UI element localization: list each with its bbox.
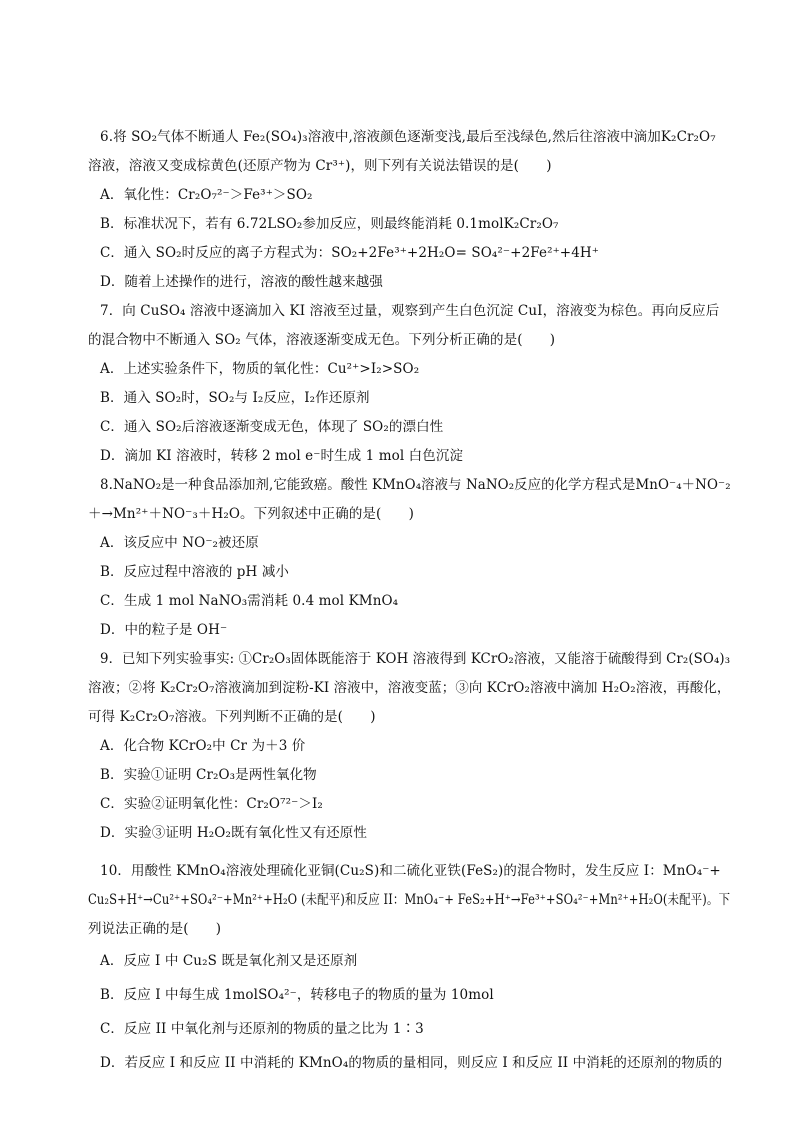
option-d: D．若反应 I 和反应 II 中消耗的 KMnO₄的物质的量相同，则反应 I 和反应 II 中消耗的还原剂的物质的 — [100, 1055, 723, 1071]
question-stem-line: 列说法正确的是( ) — [88, 921, 222, 937]
option-c: C．反应 II 中氧化剂与还原剂的物质的量之比为 1∶3 — [100, 1021, 424, 1037]
question-stem-line: 的混合物中不断通入 SO₂ 气体，溶液逐渐变成无色。下列分析正确的是( ) — [88, 332, 556, 348]
option-d: D．滴加 KI 溶液时，转移 2 mol e⁻时生成 1 mol 白色沉淀 — [100, 448, 464, 464]
option-b: B．标准状况下，若有 6.72LSO₂参加反应，则最终能消耗 0.1molK₂Cr₂O₇ — [100, 216, 559, 232]
question-stem-line: 9．已知下列实验事实: ①Cr₂O₃固体既能溶于 KOH 溶液得到 KCrO₂溶液，又能溶于硫酸得到 Cr₂(SO₄)₃ — [100, 651, 731, 667]
option-b: B．反应 I 中每生成 1molSO₄²⁻，转移电子的物质的量为 10mol — [100, 987, 494, 1003]
option-a: A．上述实验条件下，物质的氧化性：Cu²⁺>I₂>SO₂ — [100, 361, 420, 377]
option-a: A．氧化性：Cr₂O₇²⁻＞Fe³⁺＞SO₂ — [100, 187, 313, 203]
question-stem-line: ＋→Mn²⁺＋NO⁻₃＋H₂O。下列叙述中正确的是( ) — [88, 506, 414, 522]
question-stem-line: 6.将 SO₂气体不断通人 Fe₂(SO₄)₃溶液中,溶液颜色逐渐变浅,最后至浅绿色,然后往溶液中滴加K₂Cr₂O₇ — [100, 129, 716, 145]
option-c: C．生成 1 mol NaNO₃需消耗 0.4 mol KMnO₄ — [100, 593, 399, 609]
question-stem-line: 7．向 CuSO₄ 溶液中逐滴加入 KI 溶液至过量，观察到产生白色沉淀 CuI，溶液变为棕色。再向反应后 — [100, 303, 720, 319]
option-b: B．通入 SO₂时，SO₂与 I₂反应，I₂作还原剂 — [100, 390, 370, 406]
option-b: B．实验①证明 Cr₂O₃是两性氧化物 — [100, 767, 317, 783]
question-stem-line: 8.NaNO₂是一种食品添加剂,它能致癌。酸性 KMnO₄溶液与 NaNO₂反应的化学方程式是MnO⁻₄＋NO⁻₂ — [100, 477, 731, 493]
question-stem-line: 溶液；②将 K₂Cr₂O₇溶液滴加到淀粉-KI 溶液中，溶液变蓝；③向 KCrO₂溶液中滴加 H₂O₂溶液，再酸化， — [88, 680, 731, 696]
option-c: C．通入 SO₂时反应的离子方程式为：SO₂+2Fe³⁺+2H₂O= SO₄²⁻+2Fe²⁺+4H⁺ — [100, 245, 600, 261]
question-stem-line: 溶液，溶液又变成棕黄色(还原产物为 Cr³⁺)，则下列有关说法错误的是( ) — [88, 158, 552, 174]
option-a: A．该反应中 NO⁻₂被还原 — [100, 535, 259, 551]
option-c: C．通入 SO₂后溶液逐渐变成无色，体现了 SO₂的漂白性 — [100, 419, 444, 435]
option-d: D．中的粒子是 OH⁻ — [100, 622, 228, 638]
option-a: A．反应 I 中 Cu₂S 既是氧化剂又是还原剂 — [100, 953, 358, 969]
option-d: D．随着上述操作的进行，溶液的酸性越来越强 — [100, 274, 383, 290]
option-d: D．实验③证明 H₂O₂既有氧化性又有还原性 — [100, 825, 367, 841]
option-a: A．化合物 KCrO₂中 Cr 为＋3 价 — [100, 738, 306, 754]
question-stem-line: 可得 K₂Cr₂O₇溶液。下列判断不正确的是( ) — [88, 709, 376, 725]
question-stem-line: 10．用酸性 KMnO₄溶液处理硫化亚铜(Cu₂S)和二硫化亚铁(FeS₂)的混合物时，发生反应 I：MnO₄⁻+ — [100, 863, 721, 879]
question-stem-line: Cu₂S+H⁺→Cu²⁺+SO₄²⁻+Mn²⁺+H₂O (未配平)和反应 II：MnO₄⁻+ FeS₂+H⁺→Fe³⁺+SO₄²⁻+Mn²⁺+H₂O(未配平)。下 — [88, 892, 731, 908]
option-c: C．实验②证明氧化性：Cr₂O⁷²⁻＞I₂ — [100, 796, 323, 812]
option-b: B．反应过程中溶液的 pH 减小 — [100, 564, 290, 580]
